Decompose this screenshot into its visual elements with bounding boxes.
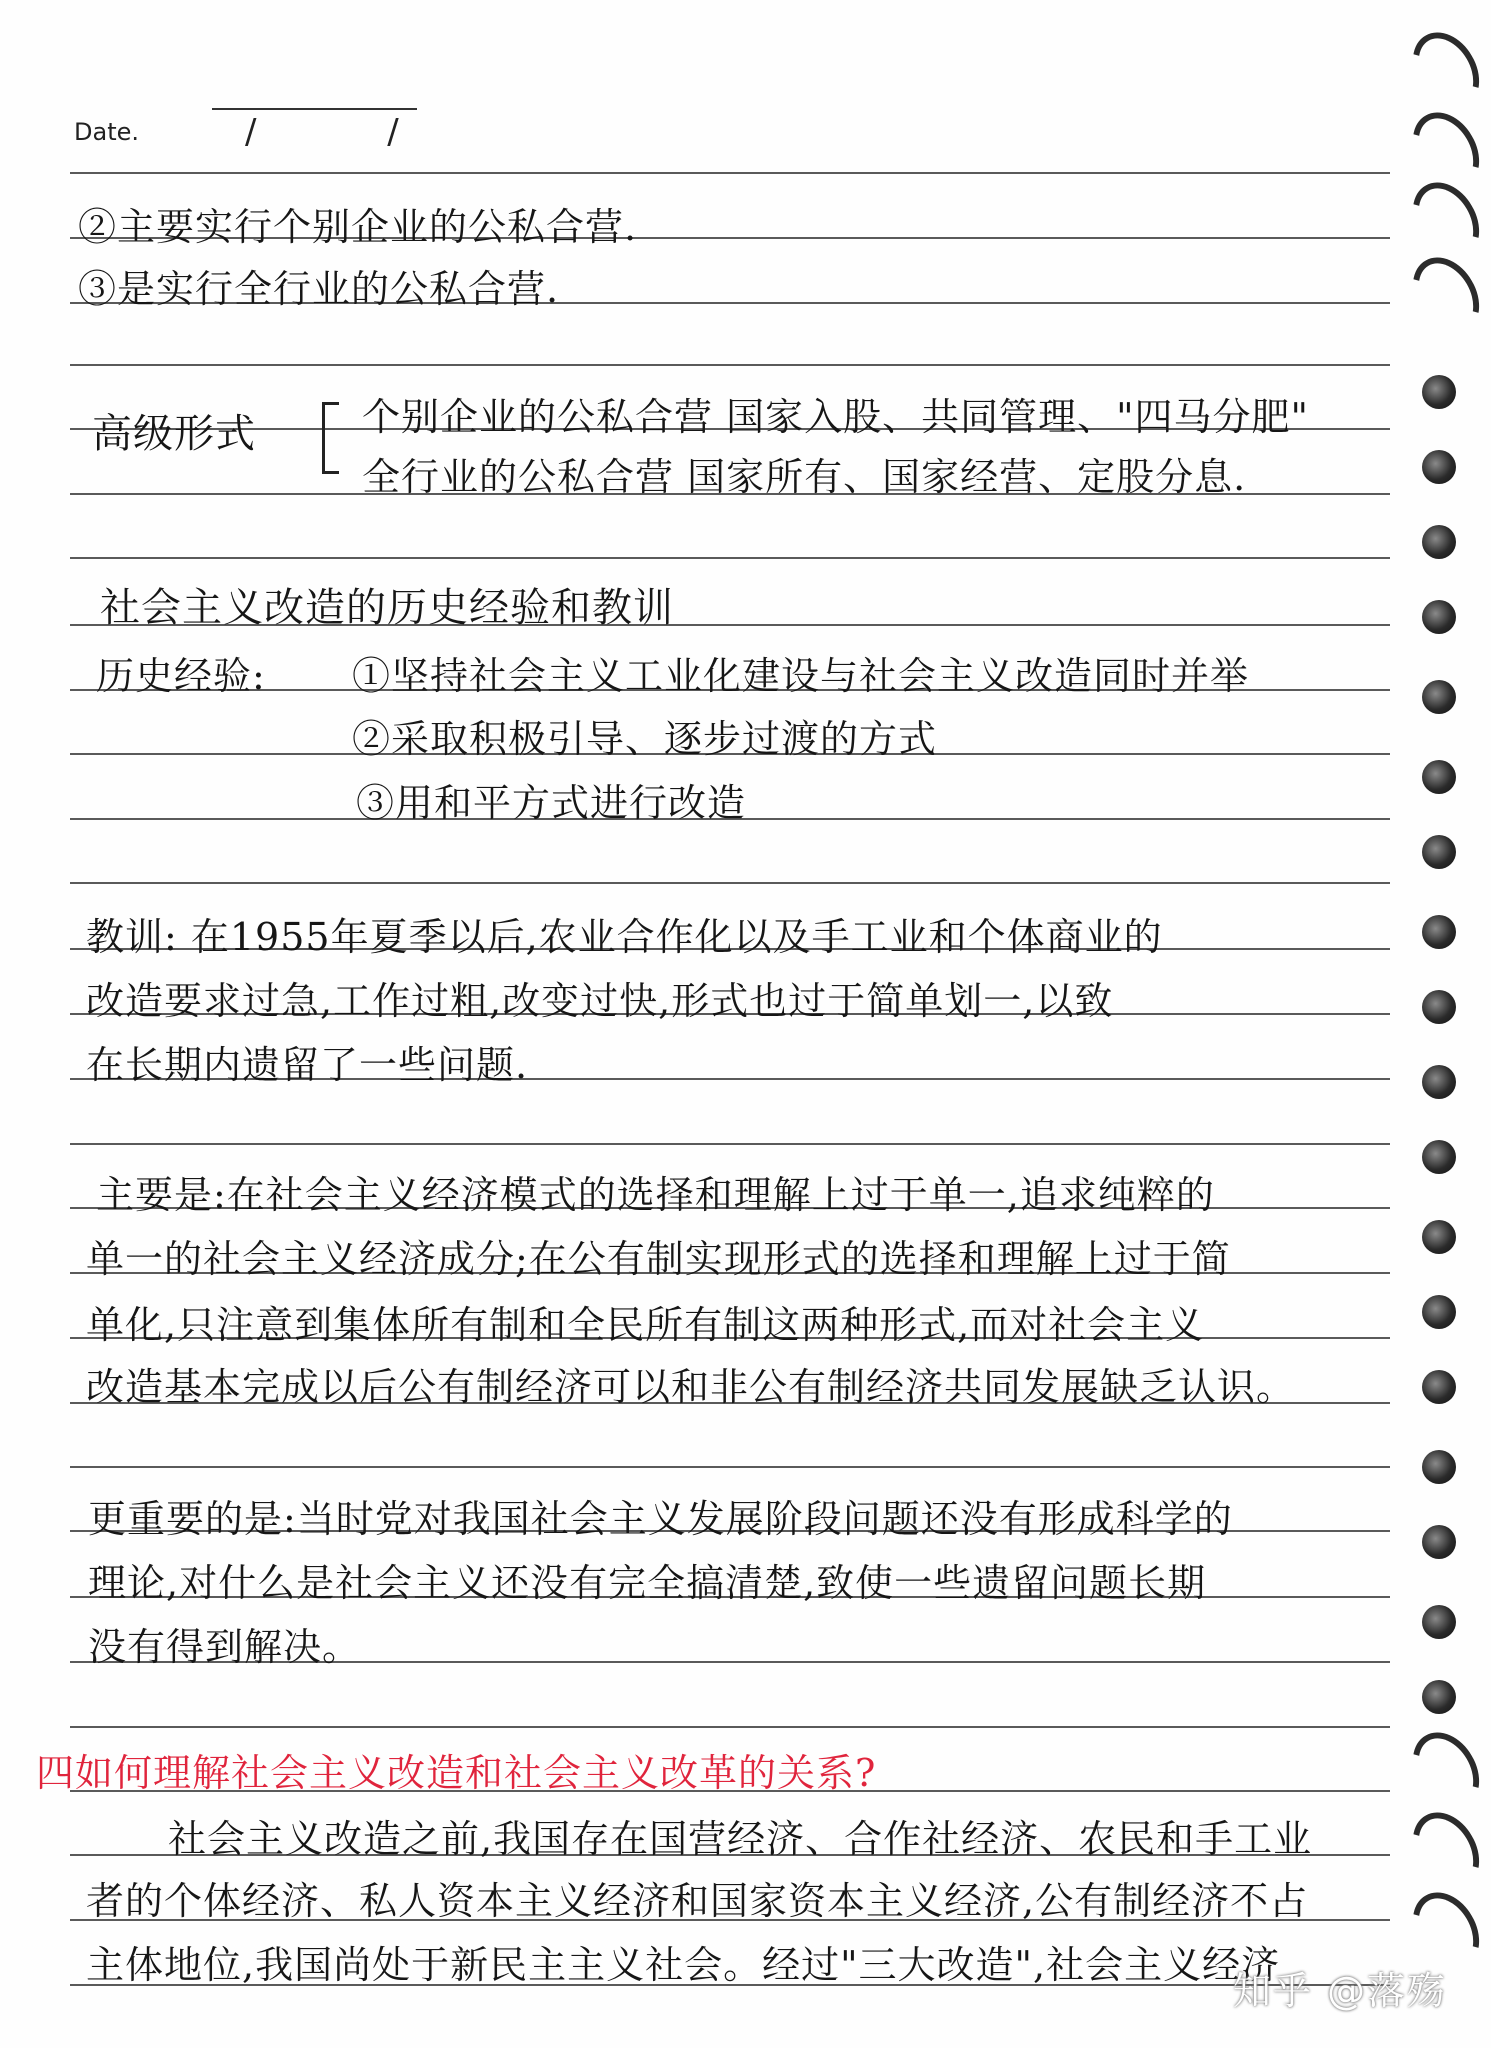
note-line: 改造要求过急,工作过粗,改变过快,形式也过于简单划一,以致 [86,979,1114,1023]
question-heading: 四如何理解社会主义改造和社会主义改革的关系? [36,1751,877,1795]
ring-hole-icon [1422,1450,1456,1484]
coil-icon [1400,245,1491,346]
date-label: Date. [74,118,139,146]
note-line: 者的个体经济、私人资本主义经济和国家资本主义经济,公有制经济不占 [86,1879,1309,1923]
date-underline [212,108,417,110]
note-line: 更重要的是:当时党对我国社会主义发展阶段问题还没有形成科学的 [88,1497,1233,1541]
coil-icon [1400,1800,1491,1901]
ruled-line [70,1726,1390,1728]
advanced-forms-title: 高级形式 [92,411,256,457]
note-line: 没有得到解决。 [88,1625,362,1669]
note-line: ③用和平方式进行改造 [356,781,747,825]
ruled-line [70,1143,1390,1145]
ruled-line [70,364,1390,366]
ring-hole-icon [1422,1295,1456,1329]
ruled-line [70,1466,1390,1468]
experience-label: 历史经验: [96,654,266,698]
ring-hole-icon [1422,450,1456,484]
ruled-line [70,172,1390,174]
note-line: 单一的社会主义经济成分;在公有制实现形式的选择和理解上过于简 [86,1237,1231,1281]
ring-hole-icon [1422,1370,1456,1404]
spiral-binding [1400,0,1491,2048]
coil-icon [1400,170,1491,271]
watermark: 知乎 @落殇 [1232,1969,1447,2013]
note-line: ①坚持社会主义工业化建设与社会主义改造同时并举 [352,654,1250,698]
note-line: 改造基本完成以后公有制经济可以和非公有制经济共同发展缺乏认识。 [86,1365,1296,1409]
note-line: 理论,对什么是社会主义还没有完全搞清楚,致使一些遗留问题长期 [88,1561,1207,1605]
note-line: 单化,只注意到集体所有制和全民所有制这两种形式,而对社会主义 [86,1303,1205,1347]
ring-hole-icon [1422,375,1456,409]
note-line: 主体地位,我国尚处于新民主主义社会。经过"三大改造",社会主义经济 [86,1943,1281,1987]
date-value: / / [245,112,459,152]
ring-hole-icon [1422,915,1456,949]
ruled-line [70,557,1390,559]
ring-hole-icon [1422,990,1456,1024]
note-line: 主要是:在社会主义经济模式的选择和理解上过于单一,追求纯粹的 [96,1173,1215,1217]
ring-hole-icon [1422,835,1456,869]
ring-hole-icon [1422,525,1456,559]
ring-hole-icon [1422,1220,1456,1254]
ring-hole-icon [1422,680,1456,714]
note-line: ③是实行全行业的公私合营. [78,267,560,311]
note-line: 全行业的公私合营 国家所有、国家经营、定股分息. [362,455,1247,499]
brace [322,402,339,474]
note-line: 教训: 在1955年夏季以后,农业合作化以及手工业和个体商业的 [86,915,1163,959]
note-line: ②采取积极引导、逐步过渡的方式 [352,717,938,761]
ring-hole-icon [1422,1605,1456,1639]
ruled-line [70,882,1390,884]
ring-hole-icon [1422,600,1456,634]
coil-icon [1400,20,1491,121]
coil-icon [1400,1720,1491,1821]
note-line: ②主要实行个别企业的公私合营. [78,205,638,249]
ring-hole-icon [1422,760,1456,794]
section-heading: 社会主义改造的历史经验和教训 [100,585,674,631]
ring-hole-icon [1422,1140,1456,1174]
note-line: 在长期内遗留了一些问题. [86,1043,529,1087]
ring-hole-icon [1422,1680,1456,1714]
ring-hole-icon [1422,1065,1456,1099]
note-line: 个别企业的公私合营 国家入股、共同管理、"四马分肥" [362,395,1310,439]
ring-hole-icon [1422,1525,1456,1559]
note-line: 社会主义改造之前,我国存在国营经济、合作社经济、农民和手工业 [168,1817,1313,1861]
